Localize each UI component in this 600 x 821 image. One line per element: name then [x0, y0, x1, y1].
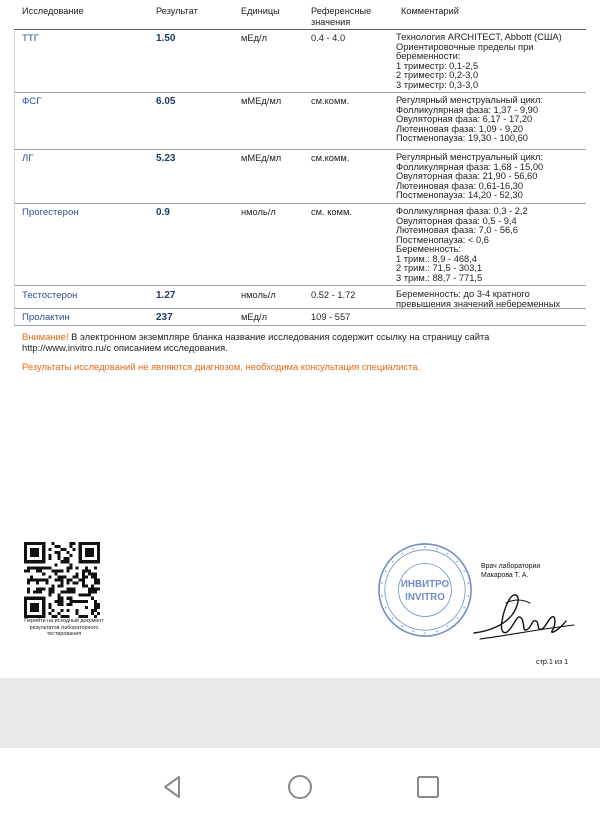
- row-divider: [14, 325, 586, 326]
- doctor-title: Врач лаборатории: [481, 563, 541, 570]
- test-comment: [396, 33, 586, 90]
- test-result: 6.05: [156, 96, 176, 107]
- test-units: нмоль/л: [241, 207, 276, 217]
- test-units: мМЕд/мл: [241, 96, 282, 106]
- test-reference: 0.52 - 1.72: [311, 290, 356, 300]
- comment-line: 3 триместр: 0,3-3,0: [396, 79, 479, 90]
- test-comment: [396, 290, 586, 309]
- qr-code[interactable]: [24, 542, 100, 618]
- comment-line: Регулярный менструальный цикл:: [396, 95, 543, 105]
- row-left-border: [14, 288, 15, 308]
- row-divider: [14, 308, 586, 309]
- comment-line: Фолликулярная фаза: 1,68 - 15,00: [396, 161, 544, 172]
- comment-line: Беременность: до 3-4 кратного: [396, 289, 530, 299]
- comment-line: Фолликулярная фаза: 1,37 - 9,90: [396, 104, 539, 115]
- recents-square-icon[interactable]: [414, 773, 442, 801]
- row-left-border: [14, 310, 15, 325]
- test-reference: 0.4 - 4.0: [311, 33, 346, 43]
- svg-text:ИНВИТРО: ИНВИТРО: [400, 579, 450, 591]
- row-divider: [14, 92, 586, 93]
- comment-line: Лютеиновая фаза: 0,61-16,30: [396, 180, 524, 191]
- test-result: 1.50: [156, 33, 176, 44]
- row-divider: [14, 149, 586, 150]
- comment-line: Овуляторная фаза: 21,90 - 56,60: [396, 171, 538, 181]
- comment-line: Овуляторная фаза: 6,17 - 17,20: [396, 114, 533, 124]
- header-reference: Референсные значения: [311, 6, 372, 27]
- signature-icon: [470, 585, 580, 645]
- row-divider: [14, 203, 586, 204]
- comment-line: Постменопауза: < 0,6: [396, 234, 489, 245]
- row-left-border: [14, 151, 15, 203]
- home-circle-icon[interactable]: [286, 773, 314, 801]
- test-reference: см.комм.: [311, 96, 350, 106]
- comment-line: Постменопауза: 14,20 - 52,30: [396, 190, 523, 200]
- header-comment: Комментарий: [401, 6, 459, 16]
- row-left-border: [14, 94, 15, 149]
- test-name[interactable]: Пролактин: [22, 312, 70, 323]
- disclaimer: Результаты исследований не являются диагнозом, необходима консультация специалиста.: [22, 361, 421, 372]
- test-comment: [396, 96, 586, 144]
- test-comment: [396, 207, 586, 283]
- row-left-border: [14, 31, 15, 92]
- notice: [22, 331, 582, 353]
- comment-line: 2 трим.: 71,5 - 303,1: [396, 263, 483, 273]
- notice-text: В электронном экземпляре бланка название исследования содержит ссылку на страницу сайта: [68, 331, 490, 342]
- test-result: 1.27: [156, 290, 176, 301]
- test-reference: 109 - 557: [311, 312, 351, 322]
- comment-line: Лютеиновая фаза: 7,0 - 56,6: [396, 225, 518, 235]
- row-left-border: [14, 205, 15, 285]
- test-result: 5.23: [156, 153, 176, 164]
- header-units: Единицы: [241, 6, 280, 16]
- laboratory-stamp-icon: [376, 541, 474, 639]
- comment-line: Овуляторная фаза: 0,5 - 9,4: [396, 215, 517, 226]
- test-units: нмоль/л: [241, 290, 276, 300]
- comment-line: 3 трим.: 88,7 - 771,5: [396, 272, 483, 283]
- test-name[interactable]: ЛГ: [22, 153, 34, 164]
- doctor-info: [481, 563, 540, 580]
- comment-line: Лютеиновая фаза: 1,09 - 9,20: [396, 123, 524, 134]
- test-name[interactable]: ТТГ: [22, 33, 39, 44]
- header-test: Исследование: [22, 6, 84, 16]
- back-triangle-icon[interactable]: [158, 773, 186, 801]
- test-comment: [396, 153, 586, 201]
- system-navigation-bar: [0, 748, 600, 821]
- comment-line: 2 триместр: 0,2-3,0: [396, 70, 479, 80]
- comment-line: Постменопауза: 19,30 - 100,60: [396, 133, 528, 143]
- comment-line: беременности:: [396, 51, 461, 61]
- notice-warning: Внимание!: [22, 331, 69, 342]
- test-name[interactable]: Тестостерон: [22, 290, 78, 301]
- comment-line: превышения значений небеременных: [396, 298, 561, 309]
- header-divider: [14, 29, 586, 30]
- comment-line: Ориентировочные пределы при: [396, 41, 534, 52]
- notice-link[interactable]: http://www.invitro.ru/с описанием исследования.: [22, 342, 228, 353]
- header-result: Результат: [156, 6, 198, 16]
- test-result: 237: [156, 312, 173, 323]
- row-divider: [14, 285, 586, 286]
- svg-text:INVITRO: INVITRO: [405, 591, 445, 603]
- test-reference: см. комм.: [311, 207, 352, 217]
- test-units: мЕд/л: [241, 312, 268, 322]
- test-name[interactable]: ФСГ: [22, 96, 42, 107]
- comment-line: Беременность:: [396, 244, 461, 254]
- page-number: стр.1 из 1: [536, 657, 569, 666]
- comment-line: Технология ARCHITECT, Abbott (США): [396, 32, 562, 42]
- comment-line: Фолликулярная фаза: 0,3 - 2,2: [396, 206, 528, 216]
- doctor-name: Макарова Т. А.: [481, 571, 529, 579]
- test-units: мЕд/л: [241, 33, 268, 43]
- qr-caption: Перейти на исходный документ результатов лабораторного тестирования: [24, 618, 104, 637]
- test-reference: см.комм.: [311, 153, 350, 163]
- test-result: 0.9: [156, 207, 170, 218]
- comment-line: Регулярный менструальный цикл:: [396, 152, 543, 162]
- comment-line: 1 трим.: 8,9 - 468,4: [396, 253, 477, 264]
- test-units: мМЕд/мл: [241, 153, 282, 163]
- test-name[interactable]: Прогестерон: [22, 207, 79, 218]
- comment-line: 1 триместр: 0,1-2,5: [396, 60, 479, 71]
